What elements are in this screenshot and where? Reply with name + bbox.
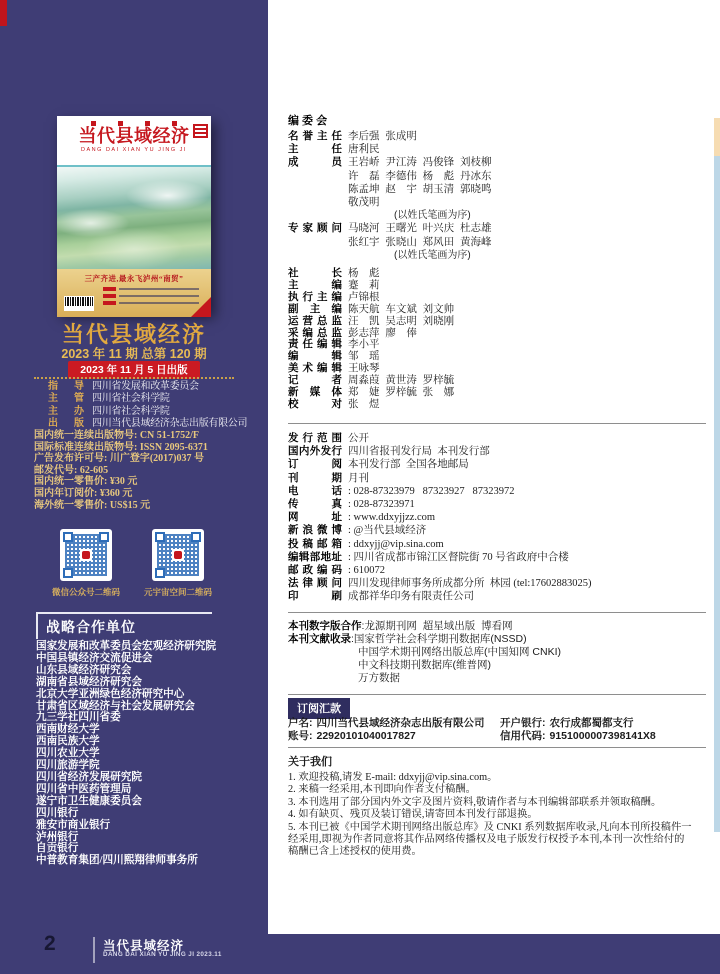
footer-divider xyxy=(93,937,95,963)
about-us-item: 3. 本刊选用了部分国内外文字及图片资料,敬请作者与本刊编辑部联系并领取稿酬。 xyxy=(288,796,662,808)
admin-value: 四川省社会科学院 xyxy=(92,405,170,417)
account-number-label: 账号: xyxy=(288,730,313,742)
about-us-list xyxy=(288,772,708,859)
staff-names: 周淼葭 黄世涛 罗梓毓 xyxy=(348,374,455,387)
editorial-role-label: 主任 xyxy=(288,143,342,156)
editorial-row xyxy=(288,130,708,143)
distribution-label: 法律顾问 xyxy=(288,578,342,590)
publication-number-line: 广告发布许可号: 川广登字(2017)037 号 xyxy=(34,453,204,465)
metaverse-qr-code xyxy=(152,529,204,581)
editorial-names: (以姓氏笔画为序) xyxy=(394,249,471,261)
partner-item: 四川农业大学 xyxy=(36,748,100,760)
distribution-label: 传真 xyxy=(288,499,342,511)
admin-label: 主办 xyxy=(48,405,84,417)
digital-value: 万方数据 xyxy=(358,672,400,684)
editorial-role-label xyxy=(288,249,342,262)
distribution-label: 订阅 xyxy=(288,459,342,471)
distribution-row xyxy=(288,524,708,537)
editorial-role-label: 专家顾问 xyxy=(288,222,342,235)
about-us-section xyxy=(288,753,708,859)
editorial-row xyxy=(288,196,708,209)
distribution-label: 编辑部地址 xyxy=(288,551,342,563)
staff-role-label: 校对 xyxy=(288,397,342,410)
staff-names: 汪 凯 吴志明 刘晓刚 xyxy=(348,314,455,327)
partner-item: 泸州银行 xyxy=(36,831,79,843)
digital-row xyxy=(288,659,708,672)
editorial-row xyxy=(288,156,708,169)
staff-names: 彭志萍 廖 俸 xyxy=(348,326,417,339)
editorial-row xyxy=(288,183,708,196)
partner-item: 山东县域经济研究会 xyxy=(36,664,132,676)
distribution-row xyxy=(288,472,708,485)
staff-role-label: 美术编辑 xyxy=(288,362,342,375)
staff-names: 李小平 xyxy=(348,338,380,351)
cover-title: 当代县域经济 xyxy=(78,126,190,146)
account-name-label: 户名: xyxy=(288,717,313,729)
footer-logo-title: 当代县域经济 xyxy=(103,939,185,953)
wechat-qr-code xyxy=(60,529,112,581)
editorial-row xyxy=(288,209,708,222)
distribution-value: : @当代县域经济 xyxy=(348,525,427,537)
distribution-value: : 028-87323979 87323927 87323972 xyxy=(348,485,515,497)
dotted-divider xyxy=(34,377,234,379)
editorial-board-section xyxy=(288,112,708,128)
digital-value: :龙源期刊网 超星域出版 博看网 xyxy=(361,620,513,632)
page-number: 2 xyxy=(44,932,56,955)
partners-heading: 战略合作单位 xyxy=(36,612,212,639)
digital-value: 中文科技期刊数据库(维普网) xyxy=(358,659,491,671)
wechat-qr-caption: 微信公众号二维码 xyxy=(51,587,120,597)
staff-section xyxy=(288,268,708,411)
staff-role-label: 主编 xyxy=(288,278,342,291)
section-divider xyxy=(288,747,706,748)
editorial-board-rows xyxy=(288,130,708,262)
partner-item: 四川旅游学院 xyxy=(36,760,100,772)
staff-names: 杨 彪 xyxy=(348,267,380,279)
partner-item: 四川省中医药管理局 xyxy=(36,783,132,795)
metaverse-qr-caption: 元宇宙空间二维码 xyxy=(143,587,212,597)
distribution-section xyxy=(288,432,708,604)
partner-item: 四川省经济发展研究院 xyxy=(36,771,142,783)
distribution-row xyxy=(288,538,708,551)
about-us-item: 4. 如有缺页、残页及装订错误,请寄回本刊发行部退换。 xyxy=(288,809,538,821)
cover-teaser-row xyxy=(103,301,199,305)
staff-role-label: 责任编辑 xyxy=(288,338,342,351)
distribution-label: 刊期 xyxy=(288,472,342,484)
footer-logo-subtitle: DANG DAI XIAN YU JING JI 2023.11 xyxy=(103,951,222,958)
about-us-item: 2. 来稿一经采用,本刊即向作者支付稿酬。 xyxy=(288,784,476,796)
admin-row xyxy=(48,406,256,418)
staff-role-label: 运营总监 xyxy=(288,314,342,327)
distribution-value: : www.ddxyjjzz.com xyxy=(348,512,436,524)
editorial-names: 唐利民 xyxy=(348,143,380,156)
partner-item: 遂宁市卫生健康委员会 xyxy=(36,795,142,807)
subscription-section xyxy=(288,717,708,743)
admin-value: 四川省发展和改革委员会 xyxy=(92,381,199,392)
publication-number-line: 国内年订阅价: ¥360 元 xyxy=(34,487,133,499)
editorial-role-label xyxy=(288,236,342,249)
digital-row xyxy=(288,646,708,659)
distribution-row xyxy=(288,498,708,511)
admin-info-list xyxy=(48,381,256,431)
distribution-label: 新浪微博 xyxy=(288,525,342,537)
distribution-row xyxy=(288,485,708,498)
editorial-role-label xyxy=(288,196,342,209)
editorial-role-label xyxy=(288,170,342,183)
staff-role-label: 副主编 xyxy=(288,302,342,315)
partner-item: 甘肃省区域经济与社会发展研究会 xyxy=(36,700,195,712)
staff-role-label: 采编总监 xyxy=(288,326,342,339)
account-name-value: 四川当代县域经济杂志出版有限公司 xyxy=(316,717,485,729)
staff-role-label: 记者 xyxy=(288,374,342,387)
bank-label: 开户银行: xyxy=(500,717,546,729)
editorial-row xyxy=(288,222,708,235)
distribution-value: : 028-87323971 xyxy=(348,499,415,511)
publication-number-line: 邮发代号: 62-605 xyxy=(34,464,109,476)
distribution-value: : 四川省成都市锦江区督院街 70 号省政府中合楼 xyxy=(348,551,569,563)
staff-role-label: 编辑 xyxy=(288,350,342,363)
staff-role-label: 社长 xyxy=(288,267,342,279)
partner-item: 北京大学亚洲绿色经济研究中心 xyxy=(36,688,185,700)
editorial-names: 敬茂明 xyxy=(348,196,380,209)
magazine-cover xyxy=(57,116,211,312)
distribution-label: 发行范围 xyxy=(288,433,342,444)
staff-names: 陈天航 车文斌 刘文帅 xyxy=(348,302,455,315)
cover-teaser-row xyxy=(103,287,199,291)
barcode xyxy=(64,296,94,311)
distribution-label: 国内外发行 xyxy=(288,446,342,458)
bank-value: 农行成都蜀都支行 xyxy=(549,717,634,729)
distribution-label: 投稿邮箱 xyxy=(288,538,342,550)
editorial-row xyxy=(288,236,708,249)
partner-item: 雅安市商业银行 xyxy=(36,819,111,831)
distribution-value: : 610072 xyxy=(348,565,386,577)
distribution-row xyxy=(288,577,708,590)
distribution-value: 月刊 xyxy=(348,472,369,484)
account-number-value: 22920101040017827 xyxy=(316,730,416,742)
staff-names: 王咏琴 xyxy=(348,362,380,375)
about-us-item: 1. 欢迎投稿,请发 E-mail: ddxyjj@vip.sina.com。 xyxy=(288,772,498,783)
partner-item: 国家发展和改革委员会宏观经济研究院 xyxy=(36,641,217,652)
distribution-value: 成都祥华印务有限责任公司 xyxy=(348,591,474,603)
editorial-role-label xyxy=(288,183,342,196)
distribution-row xyxy=(288,458,708,471)
staff-names: 邹 瑶 xyxy=(348,350,380,363)
staff-names: 蹇 莉 xyxy=(348,278,380,291)
distribution-label: 邮政编码 xyxy=(288,565,342,577)
staff-row xyxy=(288,399,708,411)
partners-list xyxy=(36,641,256,867)
distribution-value: 本刊发行部 全国各地邮局 xyxy=(348,459,469,471)
partner-item: 西南财经大学 xyxy=(36,724,100,736)
publication-number-line: 国际标准连续出版物号: ISSN 2095-6371 xyxy=(34,441,208,453)
publish-date-badge: 2023 年 11 月 5 日出版 xyxy=(68,361,199,379)
admin-value: 四川当代县域经济杂志出版有限公司 xyxy=(92,418,248,430)
distribution-row xyxy=(288,590,708,603)
editorial-names: (以姓氏笔画为序) xyxy=(394,210,471,222)
staff-row xyxy=(288,304,708,316)
about-us-item: 5. 本刊已被《中国学术期刊网络出版总库》及 CNKI 系列数据库收录,凡向本刊所投稿件一经采用,即视为作者同意将其作品网络传播权及电子版发行权授予本刊,本刊一次性给付的稿酬已含上述授权的使用费。 xyxy=(288,821,692,858)
admin-label: 主管 xyxy=(48,393,84,405)
issue-line: 2023 年 11 期 总第 120 期 xyxy=(61,347,207,361)
distribution-value: : ddxyjj@vip.sina.com xyxy=(348,538,444,550)
staff-names: 郑 婕 罗梓毓 张 娜 xyxy=(348,386,455,399)
admin-label: 指导 xyxy=(48,381,84,392)
digital-row xyxy=(288,633,708,646)
publication-number-line: 国内统一零售价: ¥30 元 xyxy=(34,476,138,488)
editorial-board-heading: 编 委 会 xyxy=(288,115,328,127)
editorial-row xyxy=(288,170,708,183)
distribution-row xyxy=(288,432,708,445)
admin-value: 四川省社会科学院 xyxy=(92,393,170,405)
cover-illustration xyxy=(57,165,211,269)
page-edge-strip-blue xyxy=(714,156,720,832)
digital-row xyxy=(288,620,708,633)
editorial-names: 许 磊 李德伟 杨 彪 丹冰东 xyxy=(348,169,492,182)
digital-value: 中国学术期刊网络出版总库(中国知网 CNKI) xyxy=(358,646,561,658)
distribution-label: 印刷 xyxy=(288,591,342,603)
section-divider xyxy=(288,423,706,424)
distribution-value: 四川省报刊发行局 本刊发行部 xyxy=(348,446,490,458)
cover-pinyin: DANG DAI XIAN YU JING JI xyxy=(81,147,187,153)
digital-row xyxy=(288,672,708,685)
staff-row xyxy=(288,292,708,304)
cover-corner-ribbon xyxy=(191,297,211,317)
partner-item: 湖南省县域经济研究会 xyxy=(36,676,142,688)
editorial-names: 张红宇 张晓山 郑风田 黄海峰 xyxy=(348,235,492,248)
editorial-row xyxy=(288,143,708,156)
distribution-label: 网址 xyxy=(288,512,342,524)
editorial-role-label xyxy=(288,209,342,222)
admin-label: 出版 xyxy=(48,418,84,430)
distribution-row xyxy=(288,564,708,577)
page-edge-strip-peach xyxy=(714,118,720,156)
distribution-row xyxy=(288,445,708,458)
distribution-row xyxy=(288,511,708,524)
distribution-value: 公开 xyxy=(348,433,369,444)
partner-item: 四川银行 xyxy=(36,807,79,819)
section-divider xyxy=(288,612,706,613)
corner-red-mark xyxy=(0,0,7,26)
editorial-names: 陈孟坤 赵 宇 胡玉清 郭晓鸣 xyxy=(348,182,492,195)
staff-role-label: 执行主编 xyxy=(288,290,342,303)
staff-row xyxy=(288,316,708,328)
partner-item: 中国县镇经济交流促进会 xyxy=(36,652,153,664)
staff-names: 卢锦根 xyxy=(348,290,380,303)
distribution-row xyxy=(288,551,708,564)
editorial-names: 李后强 张成明 xyxy=(348,130,417,142)
about-us-heading: 关于我们 xyxy=(288,756,332,768)
cover-bottom-band xyxy=(57,269,211,317)
subscription-row xyxy=(288,730,708,743)
distribution-label: 电话 xyxy=(288,485,342,497)
section-divider xyxy=(288,694,706,695)
cover-teaser-row xyxy=(103,294,199,298)
publication-number-line: 海外统一零售价: US$15 元 xyxy=(34,499,151,511)
partner-item: 西南民族大学 xyxy=(36,736,100,748)
editorial-names: 马晓河 王曙光 叶兴庆 杜志雄 xyxy=(348,222,492,235)
partner-item: 九三学社四川省委 xyxy=(36,712,121,724)
staff-names: 张 煜 xyxy=(348,397,380,410)
partner-item: 中普教育集团/四川熙翔律师事务所 xyxy=(36,855,198,867)
publication-number-line: 国内统一连续出版物号: CN 51-1752/F xyxy=(34,430,199,441)
subscription-row xyxy=(288,717,708,730)
publication-numbers xyxy=(34,430,260,511)
journal-title: 当代县域经济 xyxy=(61,322,206,347)
cover-issue-box xyxy=(193,124,208,138)
admin-row xyxy=(48,418,256,430)
digital-label: 本刊文献收录 xyxy=(288,633,351,645)
credit-code-value: 9151000007398141X8 xyxy=(549,730,656,742)
cover-headline: 三产齐进,最永飞泸州“南贸” xyxy=(84,274,184,283)
staff-role-label: 新媒体 xyxy=(288,386,342,399)
cover-masthead xyxy=(57,121,211,165)
distribution-value: 四川发现律师事务所成都分所 林园 (tel:17602883025) xyxy=(348,578,592,590)
editorial-role-label: 名誉主任 xyxy=(288,130,342,142)
admin-row xyxy=(48,381,256,393)
digital-cooperation-section xyxy=(288,620,708,685)
subscription-heading: 订阅汇款 xyxy=(288,698,350,719)
editorial-names: 王岩峤 尹江涛 冯俊锋 刘枝柳 xyxy=(348,156,492,169)
partner-item: 自贡银行 xyxy=(36,843,79,855)
editorial-role-label: 成员 xyxy=(288,156,342,169)
digital-label: 本刊数字版合作 xyxy=(288,620,362,632)
editorial-row xyxy=(288,249,708,262)
credit-code-label: 信用代码: xyxy=(500,730,546,742)
admin-row xyxy=(48,393,256,405)
digital-value: :国家哲学社会科学期刊数据库(NSSD) xyxy=(351,633,527,645)
